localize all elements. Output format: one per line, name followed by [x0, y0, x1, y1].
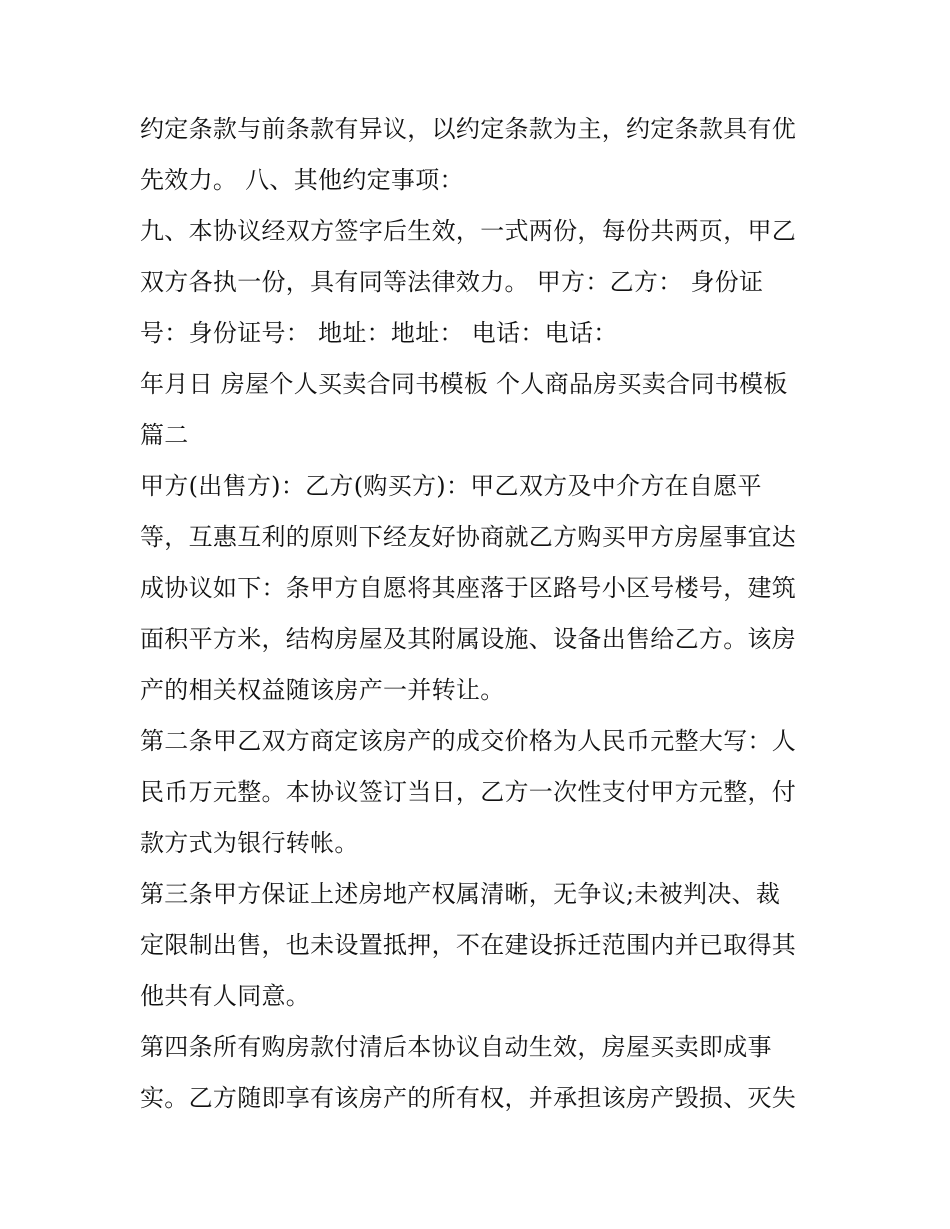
text-line: 款方式为银行转帐。 [140, 829, 359, 857]
text-line: 号：身份证号： 地址：地址： 电话：电话： [140, 319, 618, 347]
text-line: 第四条所有购房款付清后本协议自动生效，房屋买卖即成事 [140, 1033, 772, 1061]
text-line: 等，互惠互利的原则下经友好协商就乙方购买甲方房屋事宜达 [140, 523, 797, 551]
text-line: 第三条甲方保证上述房地产权属清晰，无争议;未被判决、裁 [140, 880, 781, 908]
text-line: 甲方(出售方)：乙方(购买方)：甲乙双方及中介方在自愿平 [140, 472, 762, 500]
text-line: 第二条甲乙双方商定该房产的成交价格为人民币元整大写：人 [140, 727, 797, 755]
text-line: 约定条款与前条款有异议，以约定条款为主，约定条款具有优 [140, 115, 797, 143]
text-line: 民币万元整。本协议签订当日，乙方一次性支付甲方元整，付 [140, 778, 797, 806]
text-line: 产的相关权益随该房产一并转让。 [140, 676, 505, 704]
text-line: 先效力。 八、其他约定事项： [140, 166, 464, 194]
text-line: 年月日 房屋个人买卖合同书模板 个人商品房买卖合同书模板 [140, 370, 788, 398]
text-line: 双方各执一份，具有同等法律效力。 甲方：乙方： 身份证 [140, 268, 764, 296]
text-line: 九、本协议经双方签字后生效，一式两份，每份共两页，甲乙 [140, 217, 797, 245]
text-line: 面积平方米，结构房屋及其附属设施、设备出售给乙方。该房 [140, 625, 797, 653]
text-line: 篇二 [140, 421, 189, 449]
text-line: 定限制出售，也未设置抵押，不在建设拆迁范围内并已取得其 [140, 931, 797, 959]
text-line: 成协议如下：条甲方自愿将其座落于区路号小区号楼号，建筑 [140, 574, 797, 602]
text-line: 实。乙方随即享有该房产的所有权，并承担该房产毁损、灭失 [140, 1084, 797, 1112]
contract-text-body [140, 104, 830, 1124]
text-line: 他共有人同意。 [140, 982, 311, 1010]
